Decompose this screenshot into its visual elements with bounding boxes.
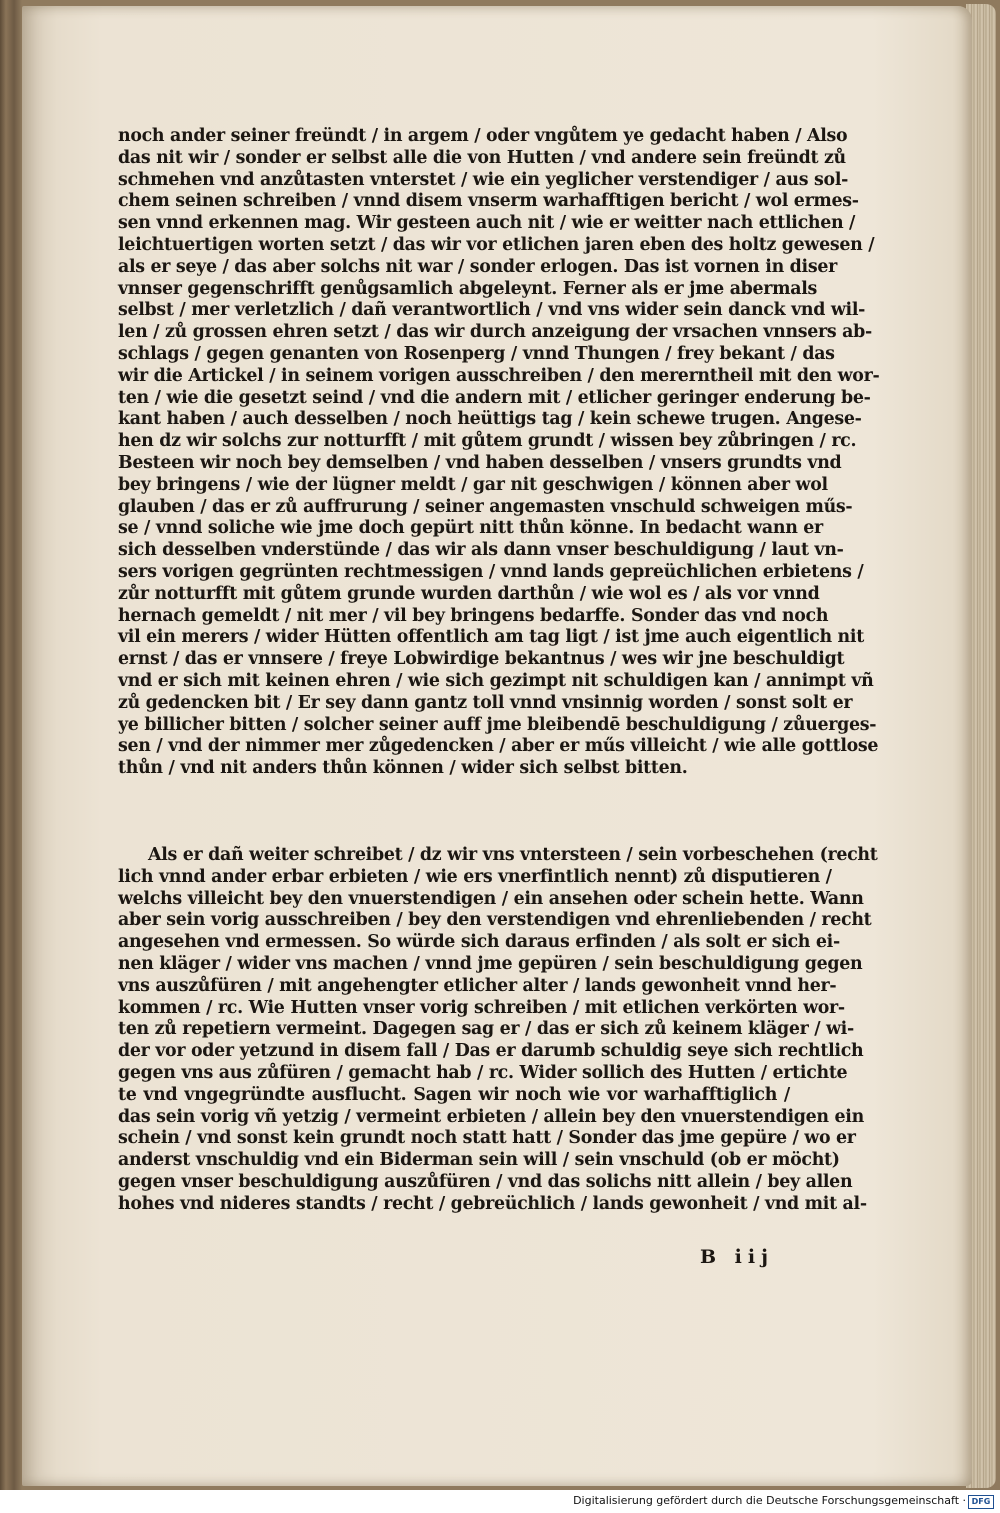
- text-line: wir die Artickel / in seinem vorigen ausschreiben / den mererntheil mit den wor-: [118, 365, 880, 386]
- text-line: vns auszůfüren / mit angehengter etlicher alter / lands gewonheit vnnd her-: [118, 975, 837, 996]
- text-line: hohes vnd nideres standts / recht / gebreüchlich / lands gewonheit / vnd mit al-: [118, 1193, 867, 1214]
- text-line: zůr notturfft mit gůtem grunde wurden darthůn / wie wol es / als vor vnnd: [118, 583, 820, 604]
- paragraph-2: [118, 845, 878, 1216]
- text-line: bey bringens / wie der lügner meldt / gar nit geschwigen / können aber wol: [118, 474, 828, 495]
- text-line: se / vnnd soliche wie jme doch gepürt nitt thůn könne. In bedacht wann er: [118, 518, 823, 539]
- text-line: als er seye / das aber solchs nit war / sonder erlogen. Das ist vornen in diser: [118, 256, 837, 277]
- text-line: ten zů repetiern vermeint. Dagegen sag er / das er sich zů keinem kläger / wi-: [118, 1019, 854, 1040]
- dfg-logo: DFG: [968, 1495, 994, 1509]
- text-line: Besteen wir noch bey demselben / vnd haben desselben / vnsers grundts vnd: [118, 452, 842, 473]
- digitization-credit: Digitalisierung gefördert durch die Deutsche Forschungsgemeinschaft ·: [573, 1494, 966, 1507]
- text-line: ernst / das er vnnsere / freye Lobwirdige bekantnus / wes wir jne beschuldigt: [118, 649, 845, 670]
- text-line: kommen / rc. Wie Hutten vnser vorig schreiben / mit etlichen verkörten wor-: [118, 997, 845, 1018]
- paragraph-1: [118, 126, 880, 780]
- text-line: anderst vnschuldig vnd ein Biderman sein will / sein vnschuld (ob er möcht): [118, 1150, 840, 1171]
- text-line: thůn / vnd nit anders thůn können / wider sich selbst bitten.: [118, 758, 688, 779]
- text-line: lich vnnd ander erbar erbieten / wie ers vnerfintlich nennt) zů disputieren /: [118, 866, 832, 887]
- signature-mark: B iij: [700, 1246, 774, 1268]
- text-line: selbst / mer verletzlich / dañ verantwortlich / vnd vns wider sein danck vnd wil-: [118, 300, 866, 321]
- text-line: noch ander seiner freündt / in argem / oder vngůtem ye gedacht haben / Also: [118, 126, 848, 146]
- text-line: gegen vns aus zůfüren / gemacht hab / rc. Wider sollich des Hutten / ertichte: [118, 1062, 848, 1083]
- text-line: ten / wie die gesetzt seind / vnd die andern mit / etlicher geringer enderung be-: [118, 387, 871, 408]
- text-line: vnnser gegenschrifft genůgsamlich abgeleynt. Ferner als er jme abermals: [118, 278, 818, 299]
- text-line: gegen vnser beschuldigung auszůfüren / vnd das solichs nitt allein / bey allen: [118, 1171, 853, 1192]
- footer-bar: [0, 1490, 1000, 1513]
- text-line: schlags / gegen genanten von Rosenperg / vnnd Thungen / frey bekant / das: [118, 343, 835, 364]
- text-line: schmehen vnd anzůtasten vnterstet / wie ein yeglicher verstendiger / aus sol-: [118, 169, 849, 190]
- text-line: len / zů grossen ehren setzt / das wir durch anzeigung der vrsachen vnnsers ab-: [118, 322, 872, 343]
- text-line: Als er dañ weiter schreibet / dz wir vns vntersteen / sein vorbeschehen (recht: [148, 845, 878, 865]
- text-line: hernach gemeldt / nit mer / vil bey bringens bedarffe. Sonder das vnd noch: [118, 605, 829, 626]
- text-line: leichtuertigen worten setzt / das wir vor etlichen jaren eben des holtz gewesen /: [118, 234, 875, 255]
- text-line: nen kläger / wider vns machen / vnnd jme gepüren / sein beschuldigung gegen: [118, 953, 863, 974]
- text-line: das nit wir / sonder er selbst alle die von Hutten / vnd andere sein freündt zů: [118, 147, 846, 168]
- text-line: zů gedencken bit / Er sey dann gantz toll vnnd vnsinnig worden / sonst solt er: [118, 692, 853, 713]
- text-line: kant haben / auch desselben / noch heüttigs tag / kein schewe trugen. Angese-: [118, 409, 862, 430]
- text-line: ye billicher bitten / solcher seiner auff jme bleibendē beschuldigung / zůuerges-: [118, 714, 877, 735]
- text-line: angesehen vnd ermessen. So würde sich daraus erfinden / als solt er sich ei-: [118, 932, 840, 953]
- text-line: sen / vnd der nimmer mer zůgedencken / aber er műs villeicht / wie alle gottlose: [118, 736, 879, 757]
- text-line: welchs villeicht bey den vnuerstendigen / ein ansehen oder schein hette. Wann: [118, 888, 864, 909]
- text-line: te vnd vngegründte ausflucht. Sagen wir noch wie vor warhafftiglich /: [118, 1084, 790, 1105]
- text-line: chem seinen schreiben / vnnd disem vnserm warhafftigen bericht / wol ermes-: [118, 191, 859, 212]
- text-line: sen vnnd erkennen mag. Wir gesteen auch nit / wie er weitter nach ettlichen /: [118, 213, 856, 234]
- text-line: sers vorigen gegrünten rechtmessigen / vnnd lands gepreüchlichen erbietens /: [118, 561, 864, 582]
- text-line: vil ein merers / wider Hütten offentlich am tag ligt / ist jme auch eigentlich nit: [118, 627, 864, 648]
- text-line: hen dz wir solchs zur notturfft / mit gůtem grundt / wissen bey zůbringen / rc.: [118, 431, 857, 452]
- text-line: aber sein vorig ausschreiben / bey den verstendigen vnd ehrenliebenden / recht: [118, 910, 872, 931]
- text-line: vnd er sich mit keinen ehren / wie sich gezimpt nit schuldigen kan / annimpt vñ: [118, 670, 874, 691]
- text-line: schein / vnd sonst kein grundt noch statt hatt / Sonder das jme gepüre / wo er: [118, 1128, 856, 1149]
- text-line: das sein vorig vñ yetzig / vermeint erbieten / allein bey den vnuerstendigen ein: [118, 1106, 864, 1127]
- text-line: sich desselben vnderstünde / das wir als dann vnser beschuldigung / laut vn-: [118, 540, 844, 561]
- text-line: der vor oder yetzund in disem fall / Das er darumb schuldig seye sich rechtlich: [118, 1041, 864, 1062]
- text-line: glauben / das er zů auffrurung / seiner angemasten vnschuld schweigen műs-: [118, 496, 853, 517]
